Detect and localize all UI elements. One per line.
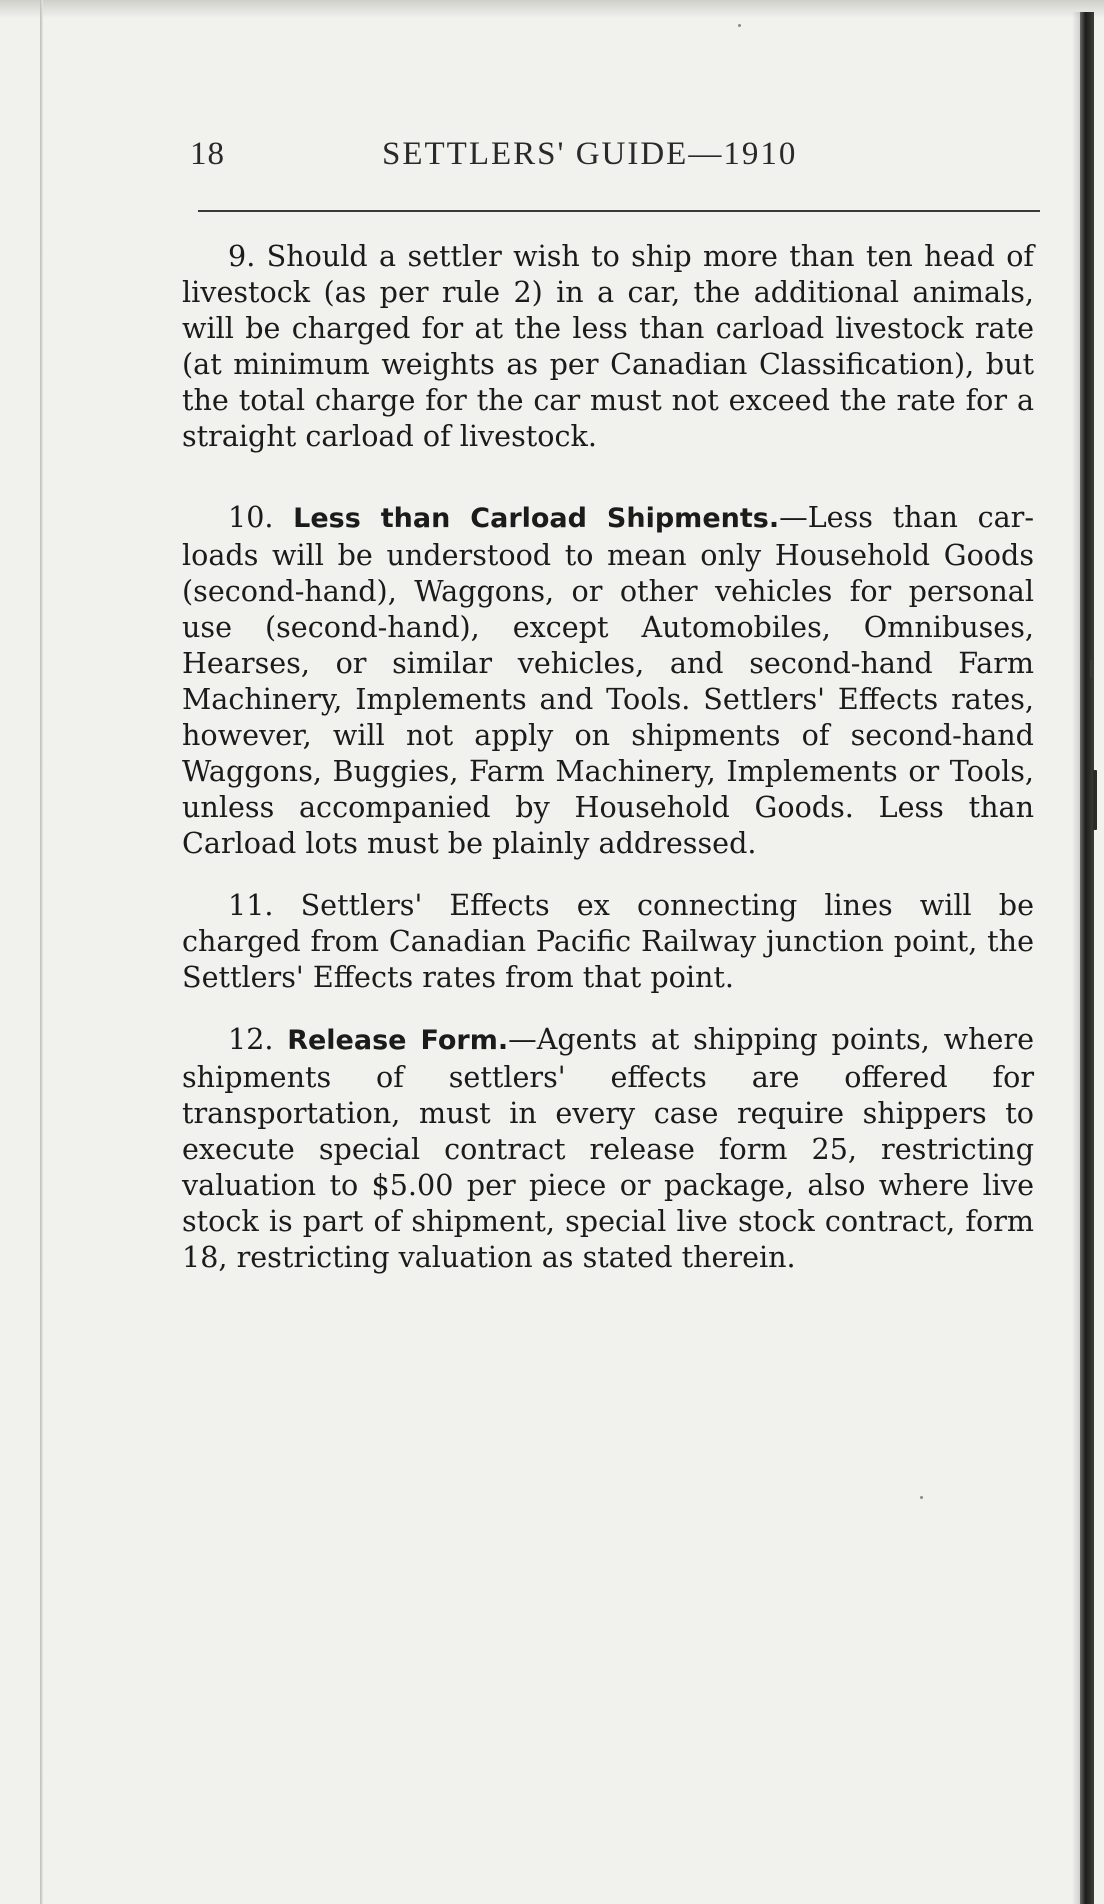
paragraph-text: Should a settler wish to ship more than ten head of livestock (as per rule 2) in a car, the additional animals, will be charged for at the less than carload livestock rate (at minimum weights as per Canadian Classification), but the total charge for the car must not exceed the rate for a straight carload of livestock. [182, 239, 1035, 453]
running-title: SETTLERS' GUIDE—1910 [382, 136, 798, 172]
page-number: 18 [190, 136, 225, 172]
paragraph-number: 9. [228, 239, 256, 273]
paper-speck [920, 1496, 923, 1499]
paragraph-text: Settlers' Effects ex connecting lines will be charged from Canadian Pacific Railway junction point, the Settlers' Effects rates from that point. [182, 888, 1034, 994]
paragraph-number: 11. [228, 888, 274, 922]
binding-shadow [1072, 12, 1080, 1904]
paragraph-9 [182, 238, 1034, 454]
page-top-edge [0, 0, 1104, 18]
paragraph-12 [182, 1021, 1034, 1275]
paragraph-10 [182, 499, 1034, 861]
header-rule [198, 210, 1040, 212]
paragraph-text: —Less than carloads will be understood to mean only Household Goods (second-hand), Waggons, or other vehicles for personal use (second-hand), except Automobiles, Omnibuses, Hearses, or similar vehicles, and second-hand Farm Machinery, Implements and Tools. Settlers' Effects rates, however, will not apply on shipments of second-hand Waggons, Buggies, Farm Machinery, Implements or Tools, unless accompanied by Household Goods. Less than Carload lots must be plainly addressed. [182, 500, 1035, 860]
page-body [182, 238, 1034, 1275]
running-header [190, 136, 1040, 186]
paragraph-11 [182, 887, 1034, 995]
paragraph-number: 12. [228, 1022, 274, 1056]
paper-speck [1090, 660, 1093, 678]
book-binding [1080, 12, 1094, 1904]
page-left-edge [40, 0, 43, 1904]
paragraph-heading: Release Form. [287, 1025, 509, 1056]
paper-speck [1093, 770, 1097, 830]
paragraph-heading: Less than Carload Shipments. [293, 503, 780, 534]
paragraph-text: —Agents at shipping points, where shipments of settlers' effects are offered for transportation, must in every case require shippers to execute special contract release form 25, restricting valuation to $5.00 per piece or package, also where live stock is part of shipment, special live stock contract, form 18, restricting valuation as stated therein. [182, 1022, 1034, 1274]
paragraph-number: 10. [228, 500, 274, 534]
paper-speck [738, 24, 741, 27]
